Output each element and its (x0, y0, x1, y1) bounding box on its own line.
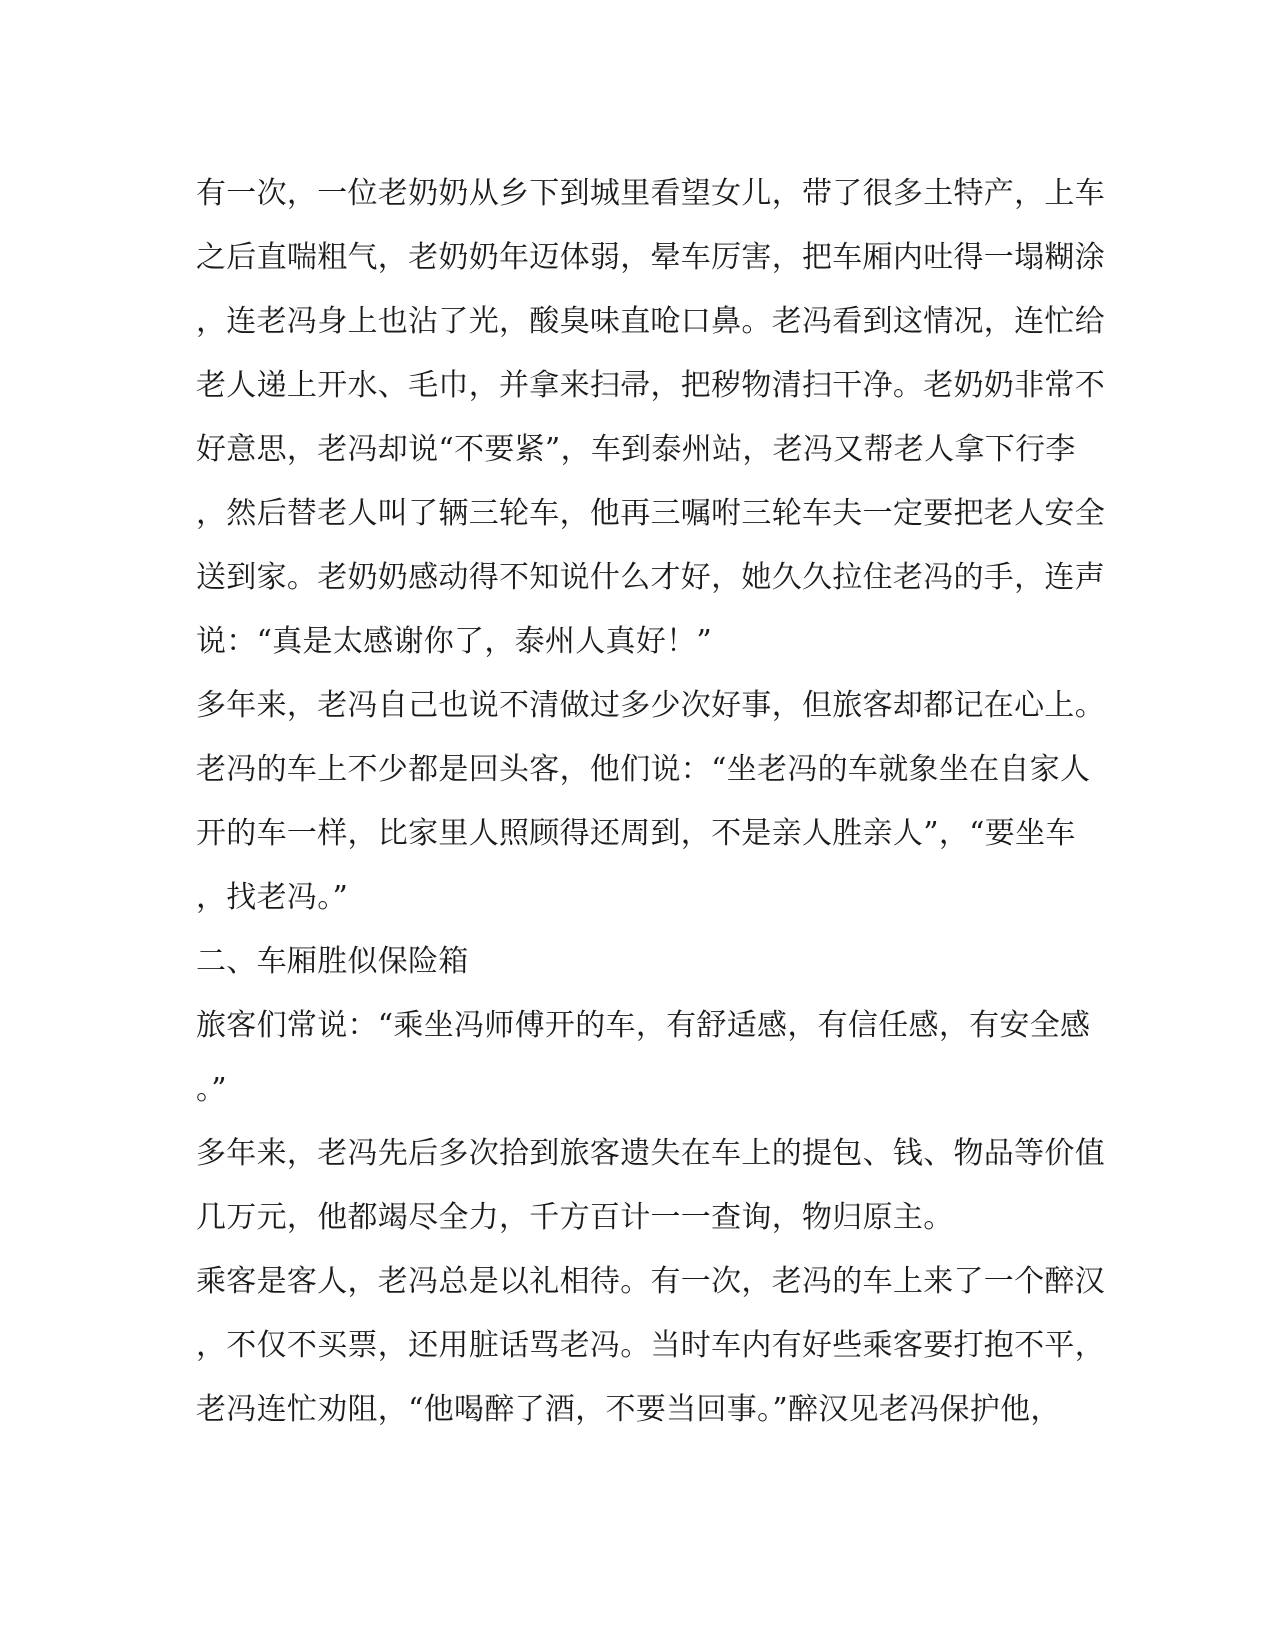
text-line: 送到家。老奶奶感动得不知说什么才好，她久久拉住老冯的手，连声 (196, 560, 1105, 595)
text-line: 之后直喘粗气，老奶奶年迈体弱，晕车厉害，把车厢内吐得一塌糊涂 (196, 240, 1105, 275)
text-line: 老人递上开水、毛巾，并拿来扫帚，把秽物清扫干净。老奶奶非常不 (196, 368, 1105, 403)
text-line: 有一次，一位老奶奶从乡下到城里看望女儿，带了很多土特产，上车 (196, 176, 1105, 211)
text-line: 老冯连忙劝阻，“他喝醉了酒，不要当回事。”醉汉见老冯保护他， (196, 1392, 1061, 1427)
text-line: 开的车一样，比家里人照顾得还周到，不是亲人胜亲人”，“要坐车 (196, 816, 1076, 851)
text-line: 。” (196, 1072, 227, 1107)
text-line: 旅客们常说：“乘坐冯师傅开的车，有舒适感，有信任感，有安全感 (196, 1008, 1091, 1043)
text-line: 老冯的车上不少都是回头客，他们说：“坐老冯的车就象坐在自家人 (196, 752, 1091, 787)
text-line: ，然后替老人叫了辆三轮车，他再三嘱咐三轮车夫一定要把老人安全 (196, 496, 1105, 531)
text-line: ，连老冯身上也沾了光，酸臭味直呛口鼻。老冯看到这情况，连忙给 (196, 304, 1105, 339)
text-line: 乘客是客人，老冯总是以礼相待。有一次，老冯的车上来了一个醉汉 (196, 1264, 1105, 1299)
text-line: 好意思，老冯却说“不要紧”，车到泰州站，老冯又帮老人拿下行李 (196, 432, 1076, 467)
text-line: 多年来，老冯先后多次拾到旅客遗失在车上的提包、钱、物品等价值 (196, 1136, 1105, 1171)
text-line: 说：“真是太感谢你了，泰州人真好！” (196, 624, 713, 659)
text-line: ，不仅不买票，还用脏话骂老冯。当时车内有好些乘客要打抱不平， (196, 1328, 1105, 1363)
text-line: 几万元，他都竭尽全力，千方百计一一查询，物归原主。 (196, 1200, 954, 1235)
section-heading: 二、车厢胜似保险箱 (196, 944, 469, 979)
text-line: 多年来，老冯自己也说不清做过多少次好事，但旅客却都记在心上。 (196, 688, 1105, 723)
body-text (196, 162, 1105, 1442)
text-line: ，找老冯。” (196, 880, 349, 915)
